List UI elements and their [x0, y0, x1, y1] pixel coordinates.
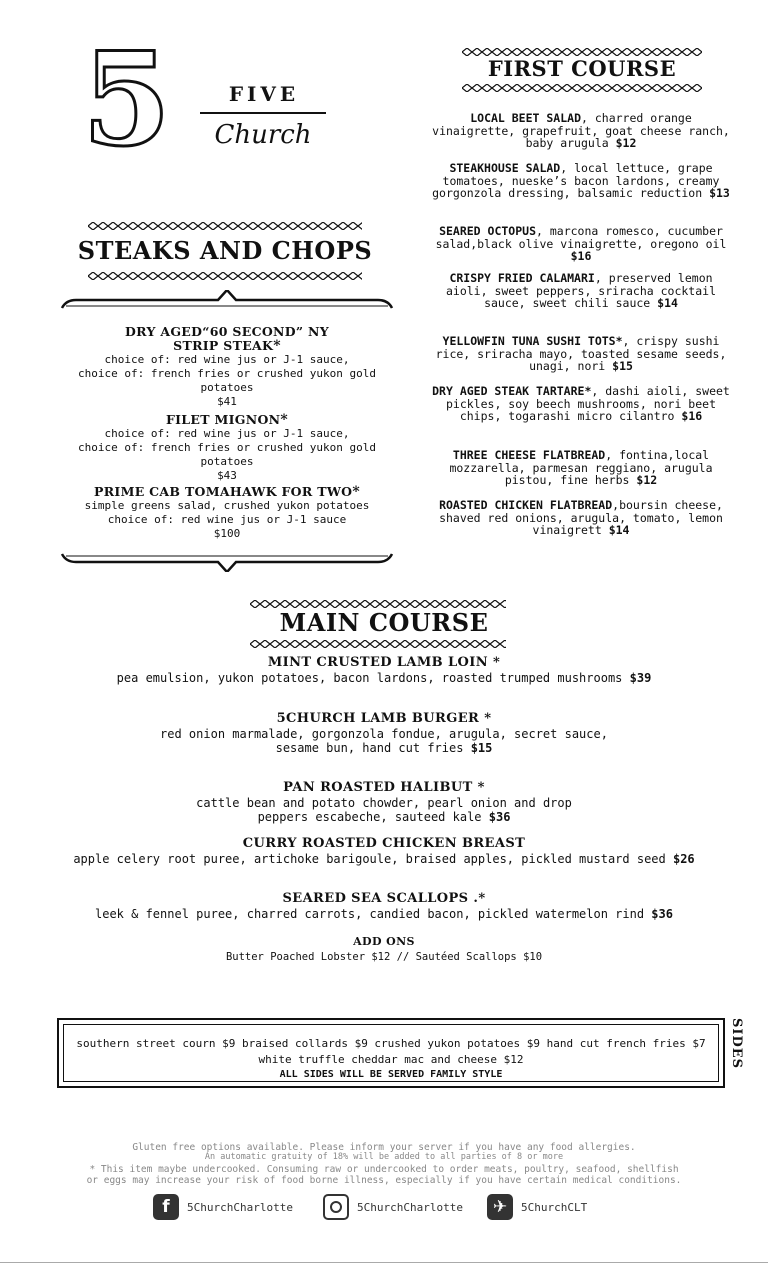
first-course-item: LOCAL BEET SALAD, charred orange vinaigrette, grapefruit, goat cheese ranch, baby arugula $12 [432, 111, 730, 150]
twitter-handle: 5ChurchCLT [521, 1200, 588, 1214]
steaks-title: STEAKS AND CHOPS [77, 236, 373, 265]
sides-line: southern street courn $9 braised collards $9 crushed yukon potatoes $9 hand cut french fries $7 [76, 1037, 706, 1050]
footer-gratuity-note: An automatic gratuity of 18% will be added to all parties of 8 or more [204, 1152, 564, 1162]
main-item-name: MINT CRUSTED LAMB LOIN * [267, 655, 501, 670]
main-item-desc: leek & fennel puree, charred carrots, candied bacon, pickled watermelon rind $36 [95, 907, 673, 921]
ornament-divider [250, 600, 506, 608]
steak-item [64, 485, 390, 541]
footer-warning: or eggs may increase your risk of food borne illness, especially if you have certain medical conditions. [86, 1175, 682, 1186]
sides-tab [726, 1016, 744, 1086]
steak-name: PRIME CAB TOMAHAWK FOR TWO* [94, 484, 360, 500]
instagram-icon [323, 1194, 349, 1220]
facebook-link[interactable] [153, 1194, 293, 1220]
restaurant-logo [82, 25, 342, 175]
ornament-divider [250, 640, 506, 648]
steak-item [64, 413, 390, 483]
main-item-name: 5CHURCH LAMB BURGER * [276, 711, 492, 726]
ornament-divider [88, 272, 362, 280]
ornament-divider [88, 222, 362, 230]
main-item-desc: pea emulsion, yukon potatoes, bacon lardons, roasted trumped mushrooms $39 [116, 671, 652, 685]
main-item-desc: sesame bun, hand cut fries $15 [275, 741, 493, 755]
ornament-divider [462, 48, 702, 56]
sides-note: ALL SIDES WILL BE SERVED FAMILY STYLE [279, 1069, 503, 1080]
first-course-item: YELLOWFIN TUNA SUSHI TOTS*, crispy sushi rice, sriracha mayo, toasted sesame seeds, unagi, nori $15 [435, 334, 727, 373]
steak-line: choice of: red wine jus or J-1 sauce [107, 513, 347, 526]
sides-tab-label: SIDES [729, 1018, 744, 1070]
twitter-icon: ✈ [487, 1194, 513, 1220]
logo-five: FIVE [228, 82, 300, 106]
twitter-link[interactable] [487, 1194, 587, 1220]
steak-price: $41 [217, 395, 237, 408]
first-course-item: CRISPY FRIED CALAMARI, preserved lemon aioli, sweet peppers, sriracha cocktail sauce, sweet chili sauce $14 [445, 271, 717, 310]
steak-line: choice of: red wine jus or J-1 sauce, [104, 427, 350, 440]
steak-price: $43 [217, 469, 237, 482]
steak-name: DRY AGED“60 SECOND” NY STRIP STEAK* [125, 324, 329, 354]
steak-line: simple greens salad, crushed yukon potatoes [84, 499, 370, 512]
logo-number: 5 [82, 25, 172, 175]
sides-line: white truffle cheddar mac and cheese $12 [258, 1053, 524, 1066]
first-course-item: SEARED OCTOPUS, marcona romesco, cucumber salad,black olive vinaigrette, oregono oil $16 [435, 224, 727, 263]
page-bottom-rule [0, 1262, 768, 1263]
first-course-item: ROASTED CHICKEN FLATBREAD,boursin cheese, shaved red onions, arugula, tomato, lemon vinaigrett $14 [439, 498, 723, 537]
steak-line: choice of: french fries or crushed yukon gold potatoes [77, 367, 376, 394]
main-item-desc: cattle bean and potato chowder, pearl onion and drop [196, 796, 572, 810]
sides-inner-border [63, 1024, 719, 1082]
facebook-handle: 5ChurchCharlotte [187, 1200, 293, 1214]
main-course-title: MAIN COURSE [279, 608, 489, 637]
main-item-name: CURRY ROASTED CHICKEN BREAST [242, 836, 526, 851]
steak-line: choice of: french fries or crushed yukon gold potatoes [77, 441, 376, 468]
main-item-desc: red onion marmalade, gorgonzola fondue, arugula, secret sauce, [160, 727, 608, 741]
main-item-desc: apple celery root puree, artichoke barigoule, braised apples, pickled mustard seed $26 [73, 852, 695, 866]
instagram-handle: 5ChurchCharlotte [357, 1200, 463, 1214]
steak-item [64, 325, 390, 409]
footer-gluten-note: Gluten free options available. Please inform your server if you have any food allergies. [132, 1142, 636, 1153]
first-course-item: DRY AGED STEAK TARTARE*, dashi aioli, sweet pickles, soy beech mushrooms, nori beet chips, togarashi micro cilantro $16 [432, 384, 730, 423]
sides-box [57, 1018, 725, 1088]
first-course-title: FIRST COURSE [487, 56, 677, 81]
instagram-link[interactable] [323, 1194, 463, 1220]
add-ons-title: ADD ONS [353, 935, 415, 948]
footer-warning: * This item maybe undercooked. Consuming raw or undercooked to order meats, poultry, seafood, shellfish [89, 1164, 679, 1175]
add-ons-text: Butter Poached Lobster $12 // Sautéed Scallops $10 [225, 951, 543, 963]
logo-church: Church [214, 120, 312, 150]
steak-line: choice of: red wine jus or J-1 sauce, [104, 353, 350, 366]
facebook-icon: f [153, 1194, 179, 1220]
main-item-name: PAN ROASTED HALIBUT * [283, 780, 485, 795]
ornament-divider [462, 84, 702, 92]
main-item-desc: peppers escabeche, sauteed kale $36 [257, 810, 511, 824]
logo-divider [200, 112, 326, 114]
main-item-name: SEARED SEA SCALLOPS .* [282, 891, 486, 906]
steak-name: FILET MIGNON* [165, 412, 289, 428]
first-course-item: THREE CHEESE FLATBREAD, fontina,local mozzarella, parmesan reggiano, arugula pistou, fine herbs $12 [449, 448, 713, 487]
steak-price: $100 [213, 527, 241, 540]
first-course-item: STEAKHOUSE SALAD, local lettuce, grape tomatoes, nueske’s bacon lardons, creamy gorgonzola dressing, balsamic reduction $13 [432, 161, 730, 200]
